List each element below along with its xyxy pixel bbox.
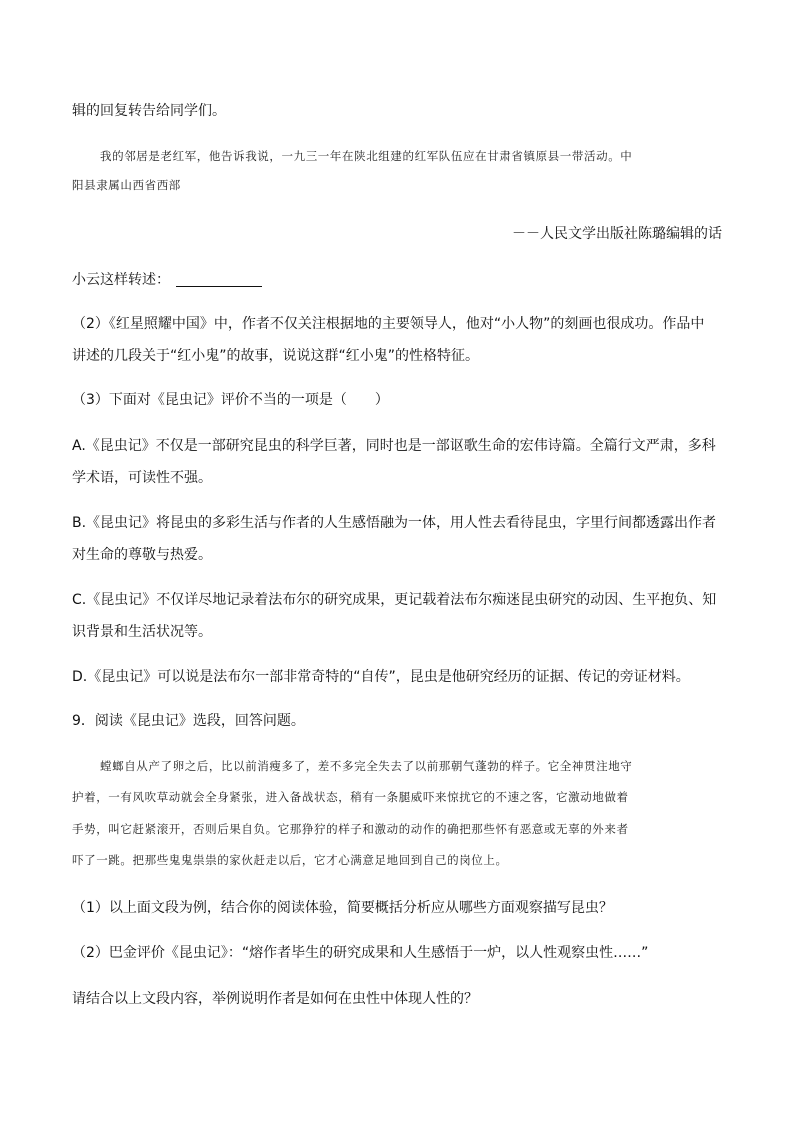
- option-c: 识背景和生活状况等。: [72, 624, 212, 640]
- sub-question: 请结合以上文段内容，举例说明作者是如何在虫性中体现人性的？: [72, 991, 478, 1007]
- quote-source: －－人民文学出版社陈璐编辑的话: [512, 226, 722, 242]
- retell-label: 小云这样转述：: [72, 272, 170, 288]
- question-line: （3）下面对《昆虫记》评价不当的一项是（ ）: [72, 392, 389, 408]
- text-line: 辑的回复转告给同学们。: [72, 103, 226, 119]
- option-d: D.《昆虫记》可以说是法布尔一部非常奇特的“自传”，昆虫是他研究经历的证据、传记的旁证材料。: [72, 669, 690, 685]
- passage-line: 手势，叫它赶紧滚开，否则后果自负。它那狰狞的样子和激动的动作的确把那些怀有恶意或无辜的外来者: [72, 822, 629, 836]
- quote-line: 我的邻居是老红军，他告诉我说，一九三一年在陕北组建的红军队伍应在甘肃省镇原县一带活动。中: [100, 149, 633, 163]
- question-heading: 9．阅读《昆虫记》选段，回答问题。: [72, 713, 305, 729]
- answer-blank[interactable]: [176, 272, 262, 287]
- question-line: 讲述的几段关于“红小鬼”的故事，说说这群“红小鬼”的性格特征。: [72, 348, 480, 364]
- passage-line: 吓了一跳。把那些鬼鬼祟祟的家伙赶走以后，它才心满意足地回到自己的岗位上。: [72, 853, 508, 867]
- option-a: 学术语，可读性不强。: [72, 470, 212, 486]
- option-b: B.《昆虫记》将昆虫的多彩生活与作者的人生感悟融为一体，用人性去看待昆虫，字里行间都透露出作者: [72, 515, 717, 531]
- passage-line: 螳螂自从产了卵之后，比以前消瘦多了，差不多完全失去了以前那朝气蓬勃的样子。它全神贯注地守: [100, 759, 633, 773]
- sub-question: （1）以上面文段为例，结合你的阅读体验，简要概括分析应从哪些方面观察描写昆虫？: [72, 900, 613, 916]
- quote-line: 阳县隶属山西省西部: [72, 178, 181, 192]
- question-line: （2）《红星照耀中国》中，作者不仅关注根据地的主要领导人，他对“小人物”的刻画也很成功。作品中: [72, 316, 705, 332]
- option-c: C.《昆虫记》不仅详尽地记录着法布尔的研究成果，更记载着法布尔痴迷昆虫研究的动因、生平抱负、知: [72, 592, 717, 608]
- option-a: A.《昆虫记》不仅是一部研究昆虫的科学巨著，同时也是一部讴歌生命的宏伟诗篇。全篇行文严肃，多科: [72, 438, 716, 454]
- option-b: 对生命的尊敬与热爱。: [72, 547, 212, 563]
- retell-line: [72, 272, 262, 287]
- sub-question: （2）巴金评价《昆虫记》：“熔作者毕生的研究成果和人生感悟于一炉，以人性观察虫性……”: [72, 945, 649, 961]
- passage-line: 护着，一有风吹草动就会全身紧张，进入备战状态，稍有一条腿威吓来惊扰它的不速之客，它激动地做着: [72, 790, 629, 804]
